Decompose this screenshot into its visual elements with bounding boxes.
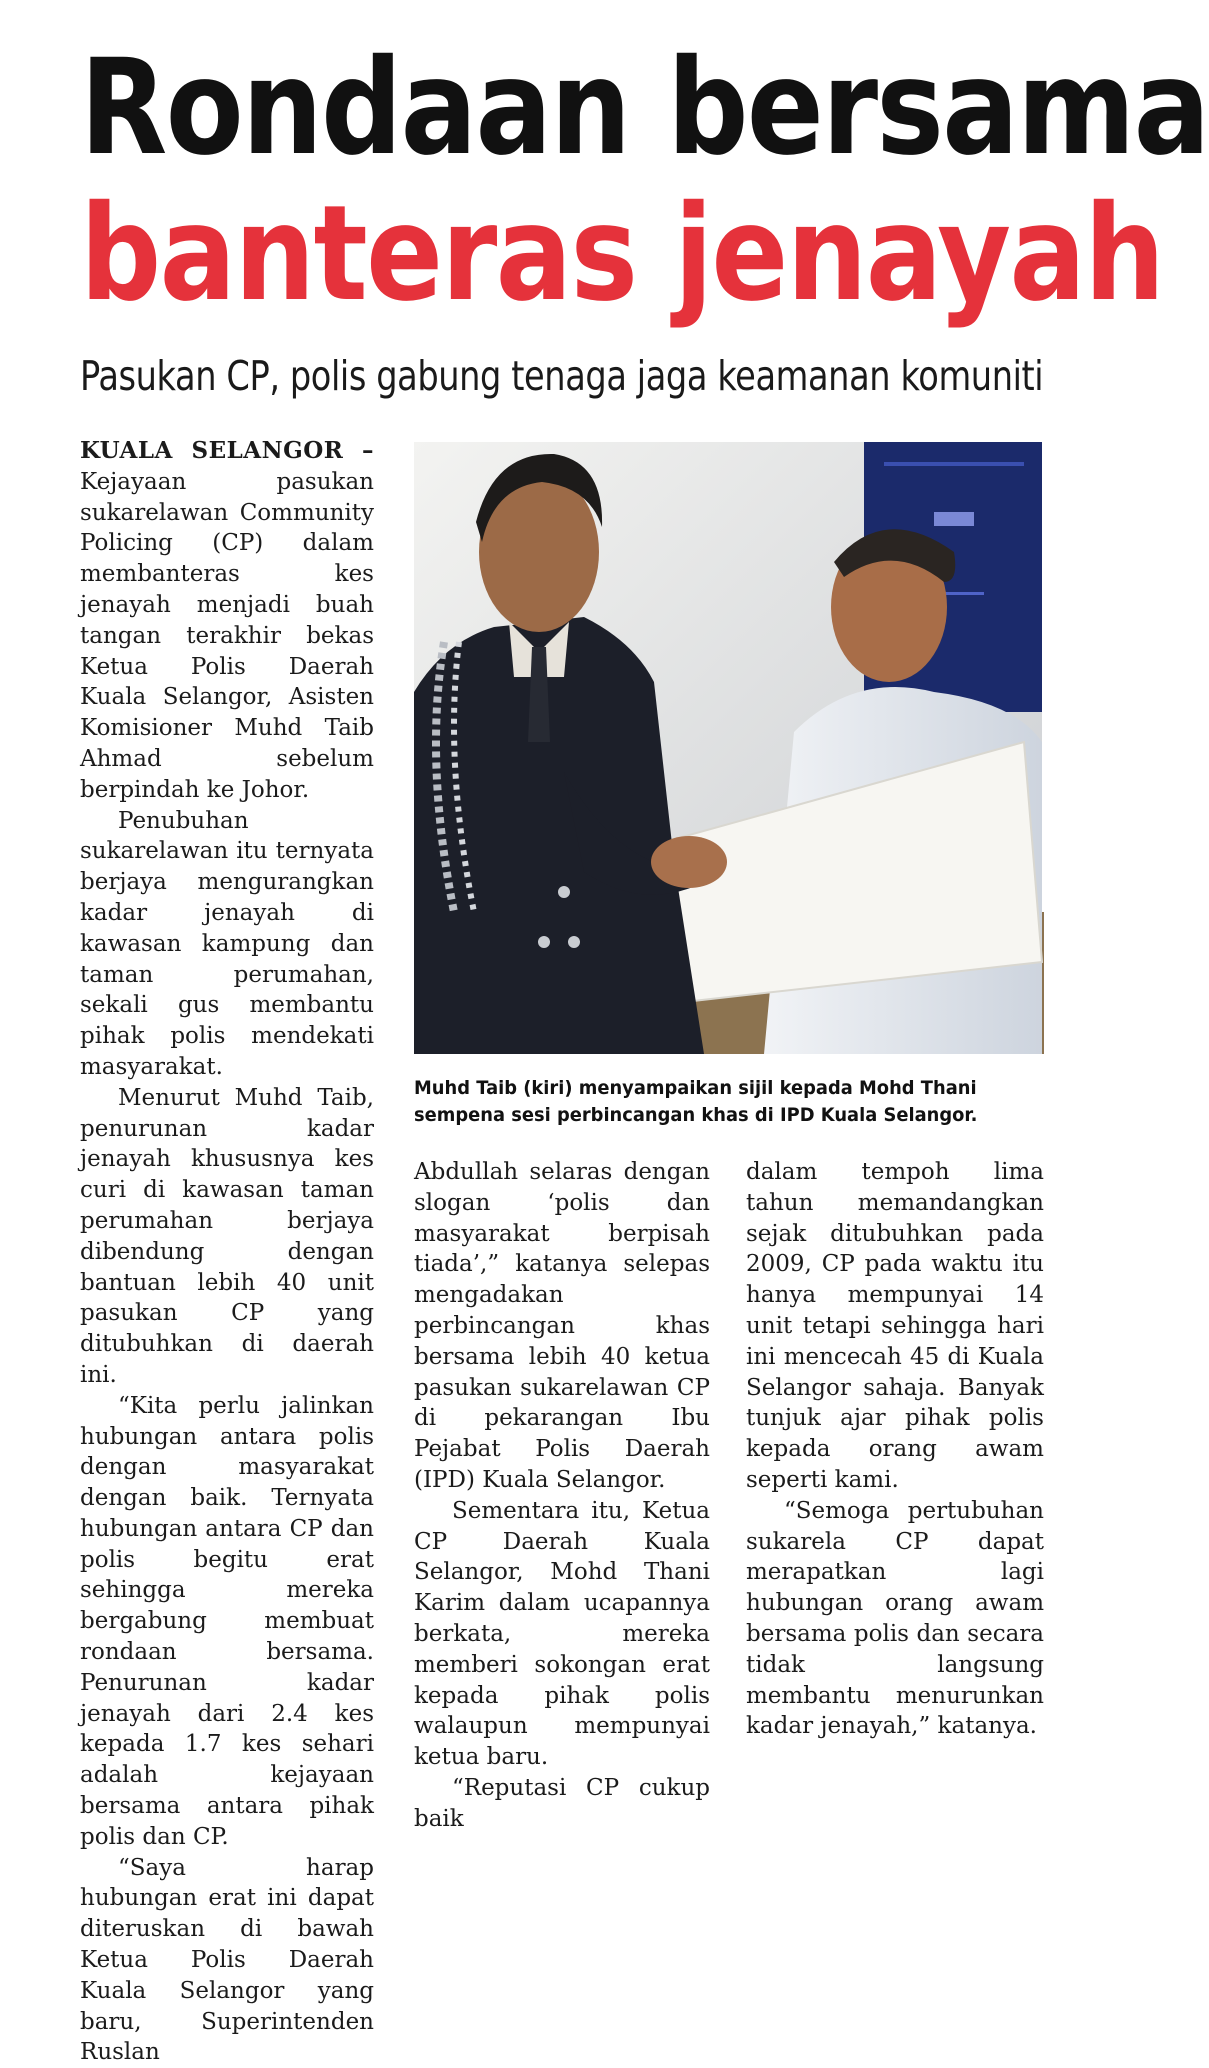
photo-caption: [414, 1075, 1034, 1129]
dateline: KUALA SELANGOR –: [80, 437, 374, 464]
paragraph-2: Penubuhan sukarelawan itu ternyata berjaya mengurangkan kadar jenayah di kawasan kampung dan taman perumahan, sekali gus membantu pihak polis mendekati masyarakat.: [80, 807, 374, 1080]
paragraph-1-text: Kejayaan pasukan sukarelawan Community Policing (CP) dalam membanteras kes jenayah menjadi buah tangan terakhir bekas Ketua Polis Daerah Kuala Selangor, Asisten Komisioner Muhd Taib Ahmad sebelum berpindah ke Johor.: [80, 468, 374, 803]
paragraph-6: Abdullah selaras dengan slogan ‘polis dan masyarakat berpisah tiada’,” katanya selepas mengadakan perbincangan khas bersama lebih 40 ketua pasukan sukarelawan CP di pekarangan Ibu Pejabat Polis Daerah (IPD) Kuala Selangor.: [414, 1159, 710, 1493]
paragraph-1: [80, 436, 374, 806]
photo-illustration: [414, 442, 1042, 1054]
article-column-2: [414, 1157, 710, 1835]
subheadline: Pasukan CP, polis gabung tenaga jaga keamanan komuniti: [80, 352, 1044, 400]
headline-line2: banteras jenayah: [80, 177, 1164, 331]
paragraph-4: “Kita perlu jalinkan hubungan antara polis dengan masyarakat dengan baik. Ternyata hubungan antara CP dan polis begitu erat sehingga mereka bergabung membuat rondaan bersama. Penurunan kadar jenayah dari 2.4 kes kepada 1.7 kes sehari adalah kejayaan bersama antara pihak polis dan CP.: [80, 1392, 374, 1850]
article-column-3: [746, 1157, 1044, 1742]
paragraph-8: “Reputasi CP cukup baik: [414, 1774, 710, 1832]
paragraph-3: Menurut Muhd Taib, penurunan kadar jenayah khususnya kes curi di kawasan taman perumahan berjaya dibendung dengan bantuan lebih 40 unit pasukan CP yang ditubuhkan di daerah ini.: [80, 1084, 374, 1388]
caption-line-2: sempena sesi perbincangan khas di IPD Kuala Selangor.: [414, 1104, 978, 1126]
paragraph-5: “Saya harap hubungan erat ini dapat diteruskan di bawah Ketua Polis Daerah Kuala Selangor yang baru, Superintenden Ruslan: [80, 1854, 374, 2066]
headline-line1: Rondaan bersama: [80, 31, 1209, 185]
paragraph-7: Sementara itu, Ketua CP Daerah Kuala Selangor, Mohd Thani Karim dalam ucapannya berkata, mereka memberi sokongan erat kepada pihak polis walaupun mempunyai ketua baru.: [414, 1497, 710, 1771]
news-photo: [414, 442, 1042, 1054]
article-column-1: [80, 436, 374, 2068]
paragraph-10: “Semoga pertubuhan sukarela CP dapat merapatkan lagi hubungan orang awam bersama polis dan secara tidak langsung membantu menurunkan kadar jenayah,” katanya.: [746, 1497, 1044, 1740]
paragraph-9: dalam tempoh lima tahun memandangkan sejak ditubuhkan pada 2009, CP pada waktu itu hanya mempunyai 14 unit tetapi sehingga hari ini mencecah 45 di Kuala Selangor sahaja. Banyak tunjuk ajar pihak polis kepada orang awam seperti kami.: [746, 1159, 1044, 1493]
caption-line-1: Muhd Taib (kiri) menyampaikan sijil kepada Mohd Thani: [414, 1077, 977, 1099]
